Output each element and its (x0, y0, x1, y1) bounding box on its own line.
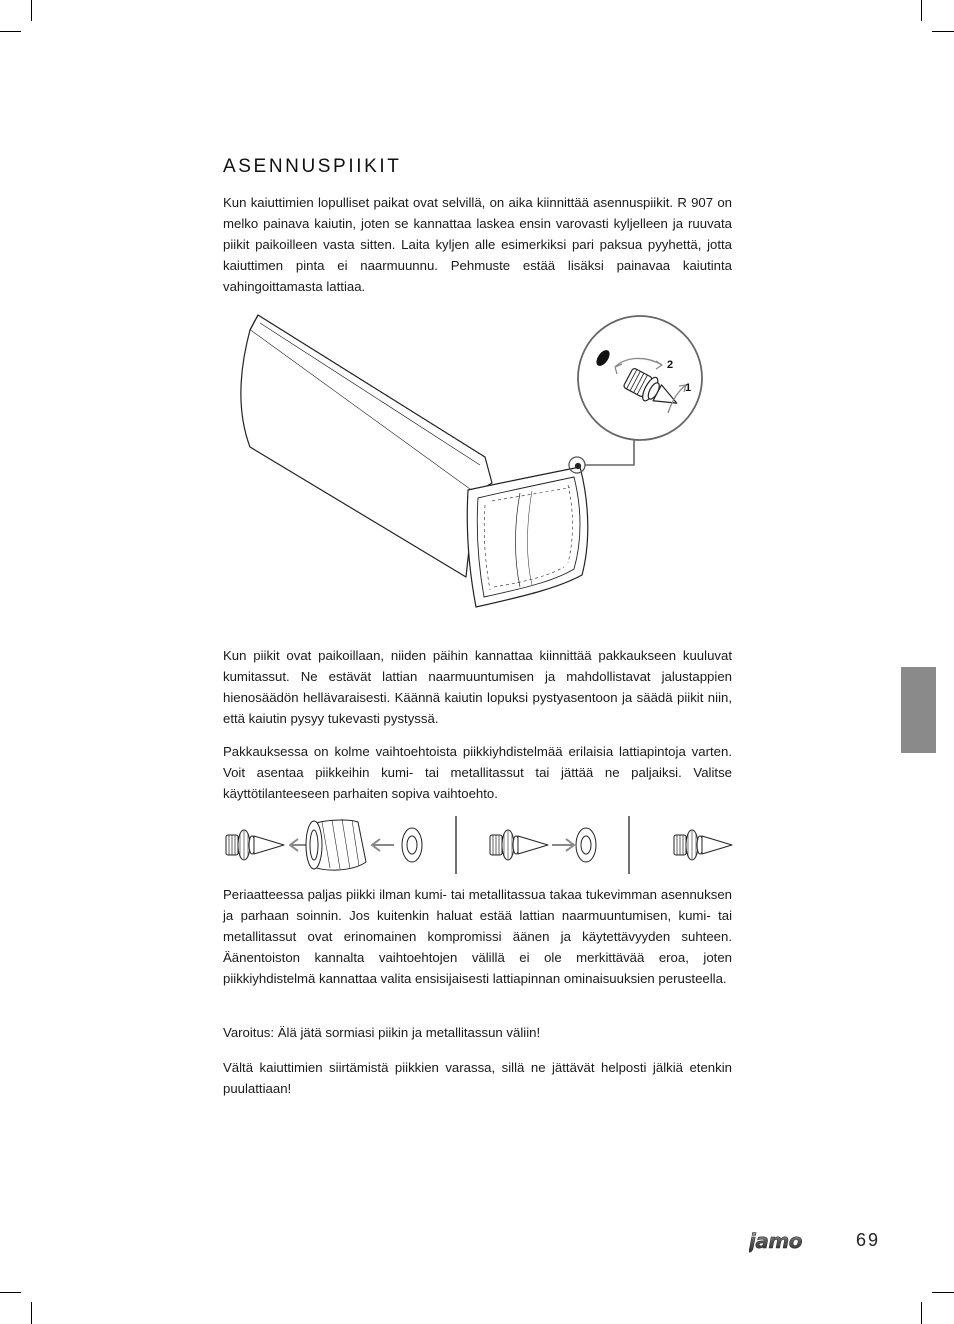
paragraph-recommendation: Periaatteessa paljas piikki ilman kumi- tai metallitassua takaa tukevimman asennuksen ja parhaan soinnin. Jos kuitenkin haluat estää lattian naarmuuntumisen, kumi- tai metallitassut ovat erinomainen kompromissi äänen ja käytettävyyden suhteen. Äänentoiston kannalta vaihtoehtojen välillä ei ole merkittävää eroa, joten piikkiyhdistelmä kannattaa valita ensisijaisesti lattiapinnan ominaisuuksien perusteella. (223, 887, 732, 986)
crop-mark (921, 1302, 922, 1324)
paragraph-caution-floor: Vältä kaiuttimien siirtämistä piikkien varassa, sillä ne jättävät helposti jälkiä etenkin puulattiaan! (223, 1060, 732, 1096)
paragraph-combinations: Pakkauksessa on kolme vaihtoehtoista piikkiyhdistelmää erilaisia lattiapintoja varten. Voit asentaa piikkeihin kumi- tai metallitassut tai jättää ne paljaiksi. Valitse käyttötilanteeseen parhaiten sopiva vaihtoehto. (223, 744, 732, 801)
crop-mark (0, 31, 21, 32)
step-label-2: 2 (667, 359, 674, 371)
crop-mark (921, 0, 922, 21)
spike-combinations-illustration (222, 812, 734, 878)
brand-name: jamo (749, 1231, 802, 1253)
bare-spike (674, 830, 732, 860)
paragraph-intro: Kun kaiuttimien lopulliset paikat ovat selvillä, on aika kiinnittää asennuspiikit. R 907 on melko painava kaiutin, joten se kannattaa laskea ensin varovasti kyljelleen ja ruuvata piikit paikoilleen vasta sitten. Laita kyljen alle esimerkiksi pari paksua pyyhettä, jotta kaiuttimen pinta ei naarmuunnu. Pehmuste estää lisäksi painavaa kaiutinta vahingoittamasta lattiaa. (223, 195, 732, 294)
crop-mark (0, 1292, 21, 1293)
spike-with-metal-foot (490, 828, 596, 862)
step-label-1: 1 (685, 382, 692, 394)
crop-mark (932, 31, 954, 32)
paragraph-rubber-feet: Kun piikit ovat paikoillaan, niiden päihin kannattaa kiinnittää pakkaukseen kuuluvat kumitassut. Ne estävät lattian naarmuuntumisen ja mahdollistavat jalustappien hienosäädön hellävaraisesti. Käännä kaiutin lopuksi pystyasentoon ja säädä piikit niin, että kaiutin pysyy tukevasti pystyssä. (223, 648, 732, 726)
section-title: ASENNUSPIIKIT (223, 156, 402, 177)
speaker-spike-illustration (230, 305, 710, 625)
page-number: 69 (856, 1230, 881, 1250)
brand-logo (749, 1231, 829, 1253)
chapter-tab (901, 667, 936, 753)
spike-with-rubber-foot (226, 819, 422, 870)
paragraph-warning: Varoitus: Älä jätä sormiasi piikin ja metallitassun väliin! (223, 1025, 541, 1040)
crop-mark (31, 1302, 32, 1324)
crop-mark (31, 0, 32, 21)
crop-mark (932, 1292, 954, 1293)
